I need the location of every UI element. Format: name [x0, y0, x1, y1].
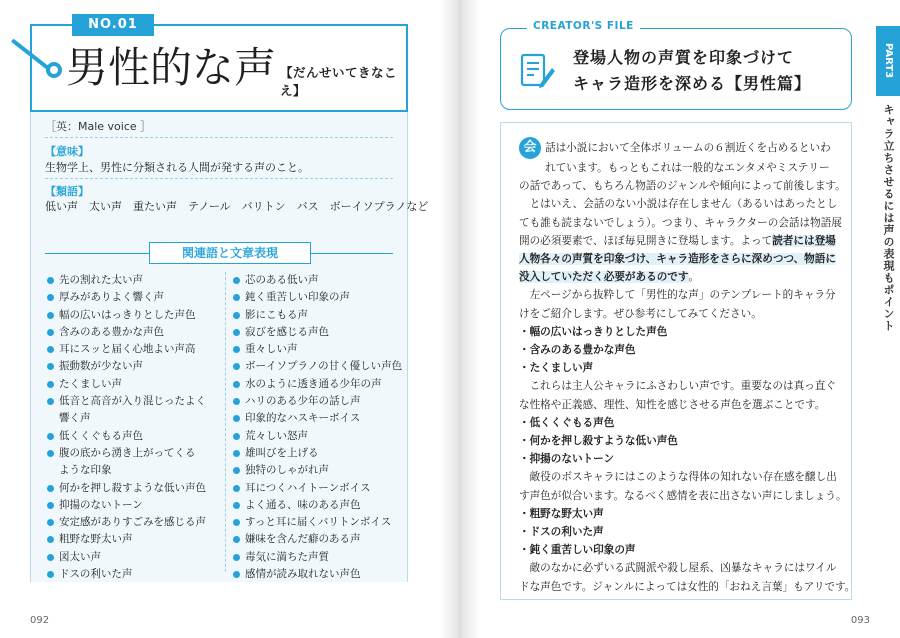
bullet-dot-icon [47, 502, 54, 509]
related-term-text: 水のように透き通る少年の声 [245, 377, 382, 390]
related-term-text: 響く声 [59, 412, 91, 425]
related-term-text: 幅の広いはっきりとした声色 [59, 308, 196, 321]
column-divider [225, 272, 226, 572]
related-term-text: 厚みがありよく響く声 [59, 291, 164, 304]
text-span: 開の必須要素で、ほぼ毎見開きに登場します。よって [519, 234, 773, 247]
related-term [233, 376, 403, 393]
drop-cap: 会 [519, 137, 541, 159]
related-term-text: 先の割れた太い声 [59, 274, 143, 286]
bullet-dot-icon [233, 363, 240, 370]
paragraph-line [519, 250, 837, 268]
related-term-text: 安定感がありすごみを感じる声 [59, 516, 206, 529]
book-gutter [440, 0, 480, 638]
related-term [47, 549, 217, 566]
bullet-dot-icon [47, 398, 54, 405]
related-term-text: 鈍く重苦しい印象の声 [245, 291, 350, 304]
related-term [233, 480, 403, 497]
bullet-dot-icon [47, 485, 54, 492]
bullet-dot-icon [47, 277, 54, 284]
number-tag: NO.01 [72, 14, 154, 36]
paragraph-line: 敵のなかに必ずいる武闘派や殺し屋系、凶暴なキャラにはワイル [529, 562, 837, 575]
related-heading: 関連語と文章表現 [149, 242, 311, 264]
related-term-text: 粗野な野太い声 [59, 533, 133, 546]
text-span: 話は小説において全体ボリュームの６割近くを占めるといわ [545, 142, 831, 154]
entry-reading: 【だんせいてきなこえ】 [280, 65, 398, 98]
bullet-dot-icon [47, 450, 54, 457]
document-pen-icon [517, 51, 557, 91]
bullet-dot-icon [233, 381, 240, 388]
paragraph-line: とはいえ、会話のない小説は存在しません（あるいはあったとし [529, 198, 838, 211]
bullet-dot-icon [233, 519, 240, 526]
bullet-dot-icon [233, 485, 240, 492]
related-term [233, 531, 403, 548]
paragraph-line: な性格や正義感、理性、知性を感じさせる声色を選ぶことです。 [519, 398, 826, 411]
bullet-dot-icon [233, 536, 240, 543]
entry-title: 男性的な声 [66, 43, 277, 92]
paragraph-line: ドな声色です。ジャンルによっては女性的「おねえ言葉」もアリです。 [519, 580, 856, 593]
related-term [233, 428, 403, 445]
bullet-dot-icon [47, 312, 54, 319]
related-term-text: ボーイソプラノの甘く優しい声色 [245, 360, 403, 373]
highlight-text: 人物各々の声質を印象づけ、キャラ造形をさらに深めつつ、物語に [519, 253, 836, 266]
creators-file-tag: CREATOR'S FILE [527, 20, 640, 32]
left-page [0, 0, 440, 638]
bullet-item: ・たくましい声 [519, 362, 594, 375]
related-term [47, 410, 217, 427]
bullet-dot-icon [47, 363, 54, 370]
related-term-text: 図太い声 [59, 550, 101, 563]
related-term-text: ドスの利いた声 [59, 568, 133, 581]
bullet-dot-icon [47, 381, 54, 388]
bullet-item: ・含みのある豊かな声色 [519, 344, 636, 357]
related-term-text: 何かを押し殺すような低い声色 [59, 481, 206, 494]
related-term-text: 耳にスッと届く心地よい声高 [59, 343, 196, 356]
related-term-text: すっと耳に届くバリトンボイス [245, 516, 392, 529]
related-term [47, 480, 217, 497]
info-panel [30, 112, 429, 582]
paragraph-line [519, 137, 837, 159]
related-term [233, 289, 403, 306]
related-term-text: 荒々しい怒声 [245, 429, 308, 442]
related-term-text: 低くくぐもる声色 [59, 429, 143, 442]
paragraph-line: ても誰も読まないでしょう）。つまり、キャラクターの会話は物語展 [519, 216, 842, 229]
bullet-item: ・何かを押し殺すような低い声色 [519, 435, 678, 448]
bullet-dot-icon [233, 415, 240, 422]
paragraph-line: の話であって、もちろん物語のジャンルや傾向によって前後します。 [519, 180, 846, 193]
related-term [233, 549, 403, 566]
related-term [47, 307, 217, 324]
bullet-dot-icon [233, 312, 240, 319]
related-term-text: 含みのある豊かな声色 [59, 325, 164, 338]
related-term-text: たくましい声 [59, 377, 122, 390]
chapter-side-text: キャラ立ちさせるには声の表現もポイント [882, 104, 895, 332]
related-term [47, 428, 217, 445]
bullet-dot-icon [233, 554, 240, 561]
related-term-text: 低音と高音が入り混じったよく [59, 395, 206, 408]
bullet-item: ・低くくぐもる声色 [519, 416, 615, 429]
bullet-dot-icon [47, 554, 54, 561]
related-term [233, 445, 403, 462]
paragraph-line: これらは主人公キャラにふさわしい声です。重要なのは真っ直ぐ [529, 380, 836, 393]
synonym-text: 低い声 太い声 重たい声 テノール バリトン バス ボーイソプラノなど [45, 200, 429, 213]
creators-file-box [500, 20, 852, 110]
related-term [47, 531, 217, 548]
related-term [47, 462, 217, 479]
related-term-text: ような印象 [59, 464, 112, 477]
related-term-text: 耳につくハイトーンボイス [245, 481, 371, 494]
divider [45, 137, 393, 138]
related-term-text: ハリのある少年の話し声 [245, 395, 361, 408]
highlight-text: 没入していただく必要があるのです [519, 271, 689, 284]
pin-head-icon [46, 62, 62, 78]
body-text [519, 137, 856, 596]
related-term [233, 272, 403, 289]
paragraph-line: 敵役のボスキャラにはこのような得体の知れない存在感を醸し出 [529, 471, 837, 484]
paragraph-line: けをご紹介します。ぜひ参考にしてみてください。 [519, 307, 762, 320]
bullet-dot-icon [233, 329, 240, 336]
meaning-text: 生物学上、男性に分類される人間が発する声のこと。 [45, 161, 309, 174]
page-number-right: 093 [850, 615, 870, 626]
related-term [47, 566, 217, 583]
body-frame [500, 122, 856, 600]
bullet-dot-icon [47, 433, 54, 440]
title-line: 登場人物の声質を印象づけて [573, 48, 795, 67]
paragraph-line: れています。もっともこれは一般的なエンタメやミステリー [545, 162, 830, 174]
related-term-text: 抑揚のないトーン [59, 498, 143, 511]
related-term-text: 独特のしゃがれ声 [245, 464, 329, 477]
page-number-left: 092 [30, 615, 50, 626]
bullet-dot-icon [233, 450, 240, 457]
related-term [47, 324, 217, 341]
related-term-text: 振動数が少ない声 [59, 360, 143, 373]
related-term [233, 497, 403, 514]
related-term [233, 514, 403, 531]
related-term-text: 芯のある低い声 [245, 274, 319, 286]
related-term [233, 410, 403, 427]
related-term [47, 289, 217, 306]
related-term-text: 重々しい声 [245, 343, 298, 356]
bullet-dot-icon [233, 346, 240, 353]
bullet-dot-icon [47, 346, 54, 353]
related-term-text: よく通る、味のある声色 [245, 498, 361, 511]
bullet-dot-icon [47, 519, 54, 526]
bullet-dot-icon [47, 536, 54, 543]
highlight-text: 読者には登場 [772, 234, 836, 247]
related-term [47, 514, 217, 531]
right-page [480, 0, 900, 638]
related-term [47, 445, 217, 462]
related-term [47, 272, 217, 289]
bullet-dot-icon [233, 571, 240, 578]
related-term [47, 358, 217, 375]
bullet-dot-icon [47, 571, 54, 578]
text-span: 。 [688, 271, 700, 284]
related-term-text: 感情が読み取れない声色 [245, 568, 361, 581]
creators-file-title [573, 45, 811, 97]
related-term-text: 雄叫びを上げる [245, 446, 319, 459]
related-term [233, 462, 403, 479]
paragraph-line: す声色が似合います。なるべく感情を表に出さない声にしましょう。 [519, 489, 847, 502]
related-term [233, 566, 403, 583]
english-label: ［英：Male voice ］ [45, 120, 152, 133]
paragraph-line [519, 232, 837, 250]
bullet-item: ・鈍く重苦しい印象の声 [519, 544, 636, 557]
related-term-text: 印象的なハスキーボイス [245, 412, 361, 425]
related-term [47, 341, 217, 358]
title-line: キャラ造形を深める【男性篇】 [573, 74, 812, 93]
bullet-item: ・ドスの利いた声 [519, 526, 604, 539]
meaning-heading: 【意味】 [45, 145, 89, 158]
bullet-dot-icon [47, 294, 54, 301]
bullet-item: ・粗野な野太い声 [519, 507, 604, 520]
divider [45, 178, 393, 179]
related-term [233, 393, 403, 410]
bullet-dot-icon [47, 329, 54, 336]
related-term [47, 393, 217, 410]
bullet-dot-icon [233, 433, 240, 440]
part-tab: PART3 [876, 26, 900, 96]
paragraph-line: 左ページから抜粋して「男性的な声」のテンプレート的キャラ分 [529, 289, 836, 302]
bullet-dot-icon [233, 398, 240, 405]
synonym-heading: 【類語】 [45, 185, 89, 198]
bullet-dot-icon [233, 467, 240, 474]
related-list-left [47, 272, 217, 583]
title-box [30, 17, 408, 112]
related-term [47, 497, 217, 514]
related-term-text: 腹の底から湧き上がってくる [59, 446, 196, 459]
related-term [233, 358, 403, 375]
bullet-item: ・抑揚のないトーン [519, 453, 615, 466]
related-list-right [233, 272, 403, 583]
related-term-text: 毒気に満ちた声質 [245, 550, 329, 563]
bullet-dot-icon [233, 277, 240, 284]
related-term-text: 嫌味を含んだ癖のある声 [245, 533, 361, 546]
bullet-dot-icon [233, 294, 240, 301]
related-term [47, 376, 217, 393]
bullet-item: ・幅の広いはっきりとした声色 [519, 325, 668, 338]
related-term-text: 寂びを感じる声色 [245, 325, 329, 338]
related-term [233, 324, 403, 341]
related-term [233, 341, 403, 358]
bullet-dot-icon [233, 502, 240, 509]
related-term [233, 307, 403, 324]
related-term-text: 影にこもる声 [245, 308, 308, 321]
paragraph-line [519, 268, 837, 286]
